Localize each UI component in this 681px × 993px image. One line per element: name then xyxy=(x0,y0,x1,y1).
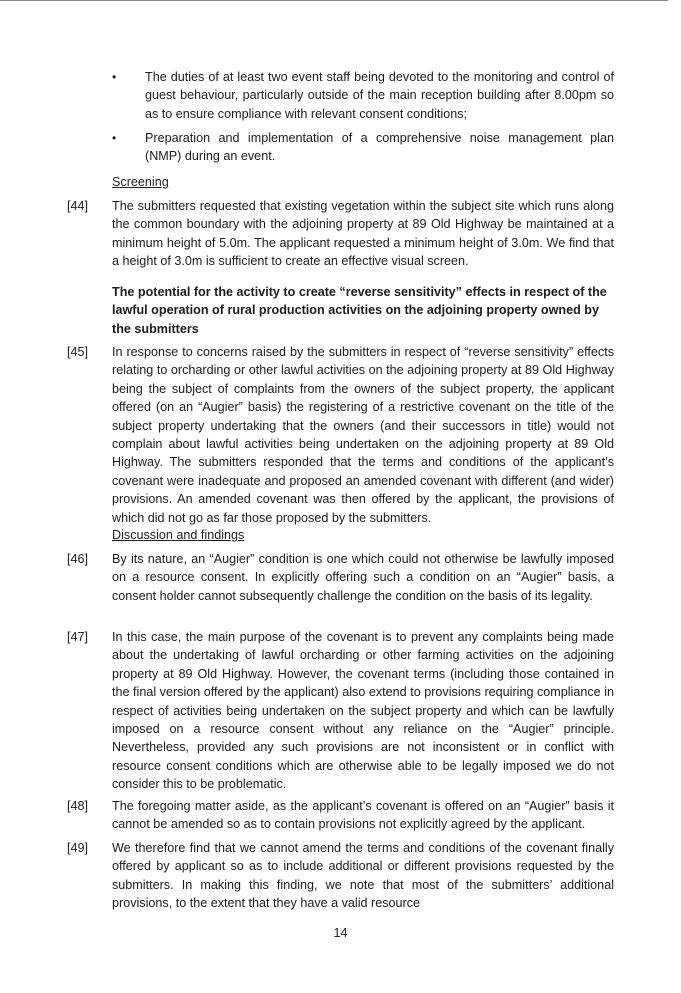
paragraph-text: The submitters requested that existing vegetation within the subject site which runs along the common boundary with the adjoining property at 89 Old Highway be maintained at a minimum height of 5.0m. The applicant requested a minimum height of 3.0m. We find that a height of 3.0m is sufficient to create an effective visual screen. xyxy=(112,199,614,269)
paragraph-text: In this case, the main purpose of the covenant is to prevent any complaints being made about the undertaking of lawful orcharding or other farming activities on the adjoining property at 89 Old Highway. However, the covenant terms (including those contained in the final version offered by the applicant) also extend to provisions requiring compliance in respect of activities being undertaken on the subject property and which can be lawfully imposed on a resource consent without any reliance on the “Augier” principle. Nevertheless, provided any such provisions are not inconsistent or in conflict with resource consent conditions which are otherwise able to be legally imposed we do not consider this to be problematic. xyxy=(112,630,614,792)
paragraph-number: [47] xyxy=(67,630,89,644)
bullet-icon: • xyxy=(112,70,117,84)
heading-discussion: Discussion and findings xyxy=(112,528,245,542)
page-number: 14 xyxy=(333,926,348,940)
paragraph-number: [44] xyxy=(67,199,89,213)
paragraph-text: We therefore find that we cannot amend the terms and conditions of the covenant finally offered by applicant so as to include additional or different provisions requested by the submitters. In making this finding, we note that most of the submitters’ additional provisions, to the extent that they have a valid resource xyxy=(112,841,614,911)
bullet-item xyxy=(112,68,614,123)
heading-reverse-sensitivity: The potential for the activity to create “reverse sensitivity” effects in respect of the lawful operation of rural production activities on the adjoining property owned by the submitters xyxy=(112,285,607,336)
bullet-text: Preparation and implementation of a comprehensive noise management plan (NMP) during an event. xyxy=(145,131,614,164)
paragraph-number: [45] xyxy=(67,345,89,359)
heading-screening: Screening xyxy=(112,175,169,189)
paragraph-number: [49] xyxy=(67,841,89,855)
bullet-icon: • xyxy=(112,131,117,145)
bullet-item xyxy=(112,129,614,166)
paragraph-number: [48] xyxy=(67,799,89,813)
paragraph-text: By its nature, an “Augier” condition is one which could not otherwise be lawfully imposed on a resource consent. In explicitly offering such a condition on an “Augier” basis, a consent holder cannot subsequently challenge the condition on the basis of its legality. xyxy=(112,552,614,603)
paragraph-text: The foregoing matter aside, as the applicant’s covenant is offered on an “Augier” basis it cannot be amended so as to contain provisions not explicitly agreed by the applicant. xyxy=(112,799,614,832)
bullet-text: The duties of at least two event staff being devoted to the monitoring and control of guest behaviour, particularly outside of the main reception building after 8.00pm so as to ensure compliance with relevant consent conditions; xyxy=(145,70,614,121)
paragraph-number: [46] xyxy=(67,552,89,566)
paragraph-text: In response to concerns raised by the submitters in respect of “reverse sensitivity” effects relating to orcharding or other lawful activities on the adjoining property at 89 Old Highway being the subject of complaints from the owners of the subject property, the applicant offered (on an “Augier” basis) the registering of a restrictive covenant on the title of the subject property undertaking that the owners (and their successors in title) would not complain about lawful activities being undertaken on the adjoining property at 89 Old Highway. The submitters responded that the terms and conditions of the applicant’s covenant were inadequate and proposed an amended covenant with different (and wider) provisions. An amended covenant was then offered by the applicant, the provisions of which did not go as far those proposed by the submitters. xyxy=(112,345,614,525)
